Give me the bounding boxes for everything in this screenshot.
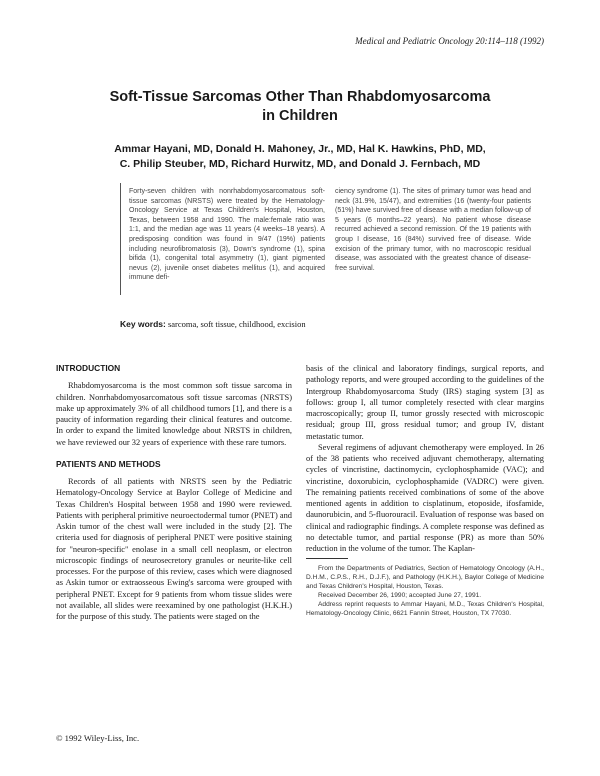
authors-line-1: Ammar Hayani, MD, Donald H. Mahoney, Jr., MD, Hal K. Hawkins, PhD, MD, (114, 143, 486, 155)
footnote-received: Received December 26, 1990; accepted June 27, 1991. (318, 592, 482, 600)
title-line-1: Soft-Tissue Sarcomas Other Than Rhabdomyosarcoma (109, 89, 491, 105)
body-column-right (306, 363, 544, 618)
copyright-notice: © 1992 Wiley-Liss, Inc. (56, 733, 140, 743)
introduction-heading: INTRODUCTION (56, 363, 121, 373)
methods-paragraph: Records of all patients with NRSTS seen by the Pediatric Hematology-Oncology Service at Baylor College of Medicine and Texas Children's Hospital between 1958 and 1990 were reviewed. Patients with peripheral primitive neuroectodermal tumor (PNET) and Askin tumor of the chest wall were included in the study [2]. The criteria used for diagnosis of peripheral PNET were positive staining for "neuron-specific" enolase in a small cell neoplasm, or electron microscopic findings of neurosecretory granules or neurite-like cell processes. For the purpose of this review, cases which were diagnosed as Askin tumor or extraosseous Ewing's sarcoma were grouped with peripheral PNET. Except for 9 patients from whom tissue slides were not available, all slides were reexamined by one pathologist (H.K.H.) for the purpose of this study. The patients were staged on the (56, 477, 292, 621)
introduction-paragraph: Rhabdomyosarcoma is the most common soft tissue sarcoma in children. Nonrhabdomyosarcomatous soft tissue sarcomas (NRSTS) make up approximately 3% of all childhood tumors [1], and there is a paucity of information regarding their clinical features and outcome. In order to expand the limited knowledge about NRSTS in children, we have reviewed our 32 years of experience with these rare tumors. (56, 381, 292, 447)
title-line-2: in Children (262, 108, 338, 124)
body-column-left (56, 363, 292, 622)
chemotherapy-paragraph: Several regimens of adjuvant chemotherapy were employed. In 26 of the 38 patients who received adjuvant chemotherapy, alternating cycles of vincristine, dactinomycin, cyclophosphamide (VAC); and vincristine, doxorubicin, cyclophosphamide (VADRC) were given. The remaining patients received combinations of some of the above mentioned agents in addition to cisplatinum, etoposide, ifosfamide, daunorubicin, and 5-fluorouracil. Evaluation of response was based on clinical and radiographic findings. A complete response was defined as no detectable tumor, and partial response (PR) as more than 50% reduction in the volume of the tumor. The Kaplan- (306, 442, 544, 553)
keywords-label: Key words: (120, 319, 166, 329)
authors-line-2: C. Philip Steuber, MD, Richard Hurwitz, MD, and Donald J. Fernbach, MD (119, 158, 481, 170)
journal-header: Medical and Pediatric Oncology 20:114–118 (1992) (355, 36, 544, 46)
footnote-affiliation: From the Departments of Pediatrics, Section of Hematology Oncology (A.H., D.H.M., C.P.S., R.H., D.J.F.), and Pathology (H.K.H.), Baylor College of Medicine and Texas Children's Hospital, Houston, Texas. (306, 565, 544, 591)
footnote-address: Address reprint requests to Ammar Hayani, M.D., Texas Children's Hospital, Hematology-Oncology Clinic, 6621 Fannin Street, Houston, TX 77030. (306, 601, 544, 618)
abstract-column-right: ciency syndrome (1). The sites of primary tumor was head and neck (31.9%, 15/47), and extremities (16 (twenty-four patients (51%) have survived free of disease with a median follow-up of 5 years (6 months–22 years). No patient whose disease recurred achieved a second remission. Of the 19 patients with group I disease, 16 (84%) survived free of disease. Wide excision of the primary tumor, with no macroscopic residual disease, was associated with the greatest chance of disease-free survival. (335, 188, 531, 272)
keywords-text: sarcoma, soft tissue, childhood, excision (167, 319, 306, 329)
methods-heading: PATIENTS AND METHODS (56, 458, 161, 469)
keywords (120, 319, 540, 329)
abstract-column-left: Forty-seven children with nonrhabdomyosarcomatous soft-tissue sarcomas (NRSTS) were treated by the Hematology-Oncology Service at Texas Children's Hospital, Houston, Texas, between 1958 and 1990. The male:female ratio was 1:1, and the median age was 11 years (4 weeks–18 years). A predisposing condition was found in 9/47 (19%) patients including neurofibromatosis (3), Down's syndrome (1), spina bifida (1), congenital total asymmetry (1), giant pigmented nevus (2), juvenile onset diabetes mellitus (1), and acquired immune defi- (129, 188, 325, 282)
author-list (60, 142, 540, 172)
abstract (120, 183, 541, 295)
article-title (0, 88, 600, 126)
footnote-divider (306, 558, 348, 559)
staging-paragraph: basis of the clinical and laboratory findings, surgical reports, and pathology reports, and were grouped according to the guidelines of the Intergroup Rhabdomyosarcoma Study (IRS) staging system [3] as follows: group I, all tumor completely resected with clear margins macroscopically; group II, tumor grossly resected with microscopic residual; group III, gross residual tumor; and group IV, distant metastatic tumor. (306, 364, 544, 441)
